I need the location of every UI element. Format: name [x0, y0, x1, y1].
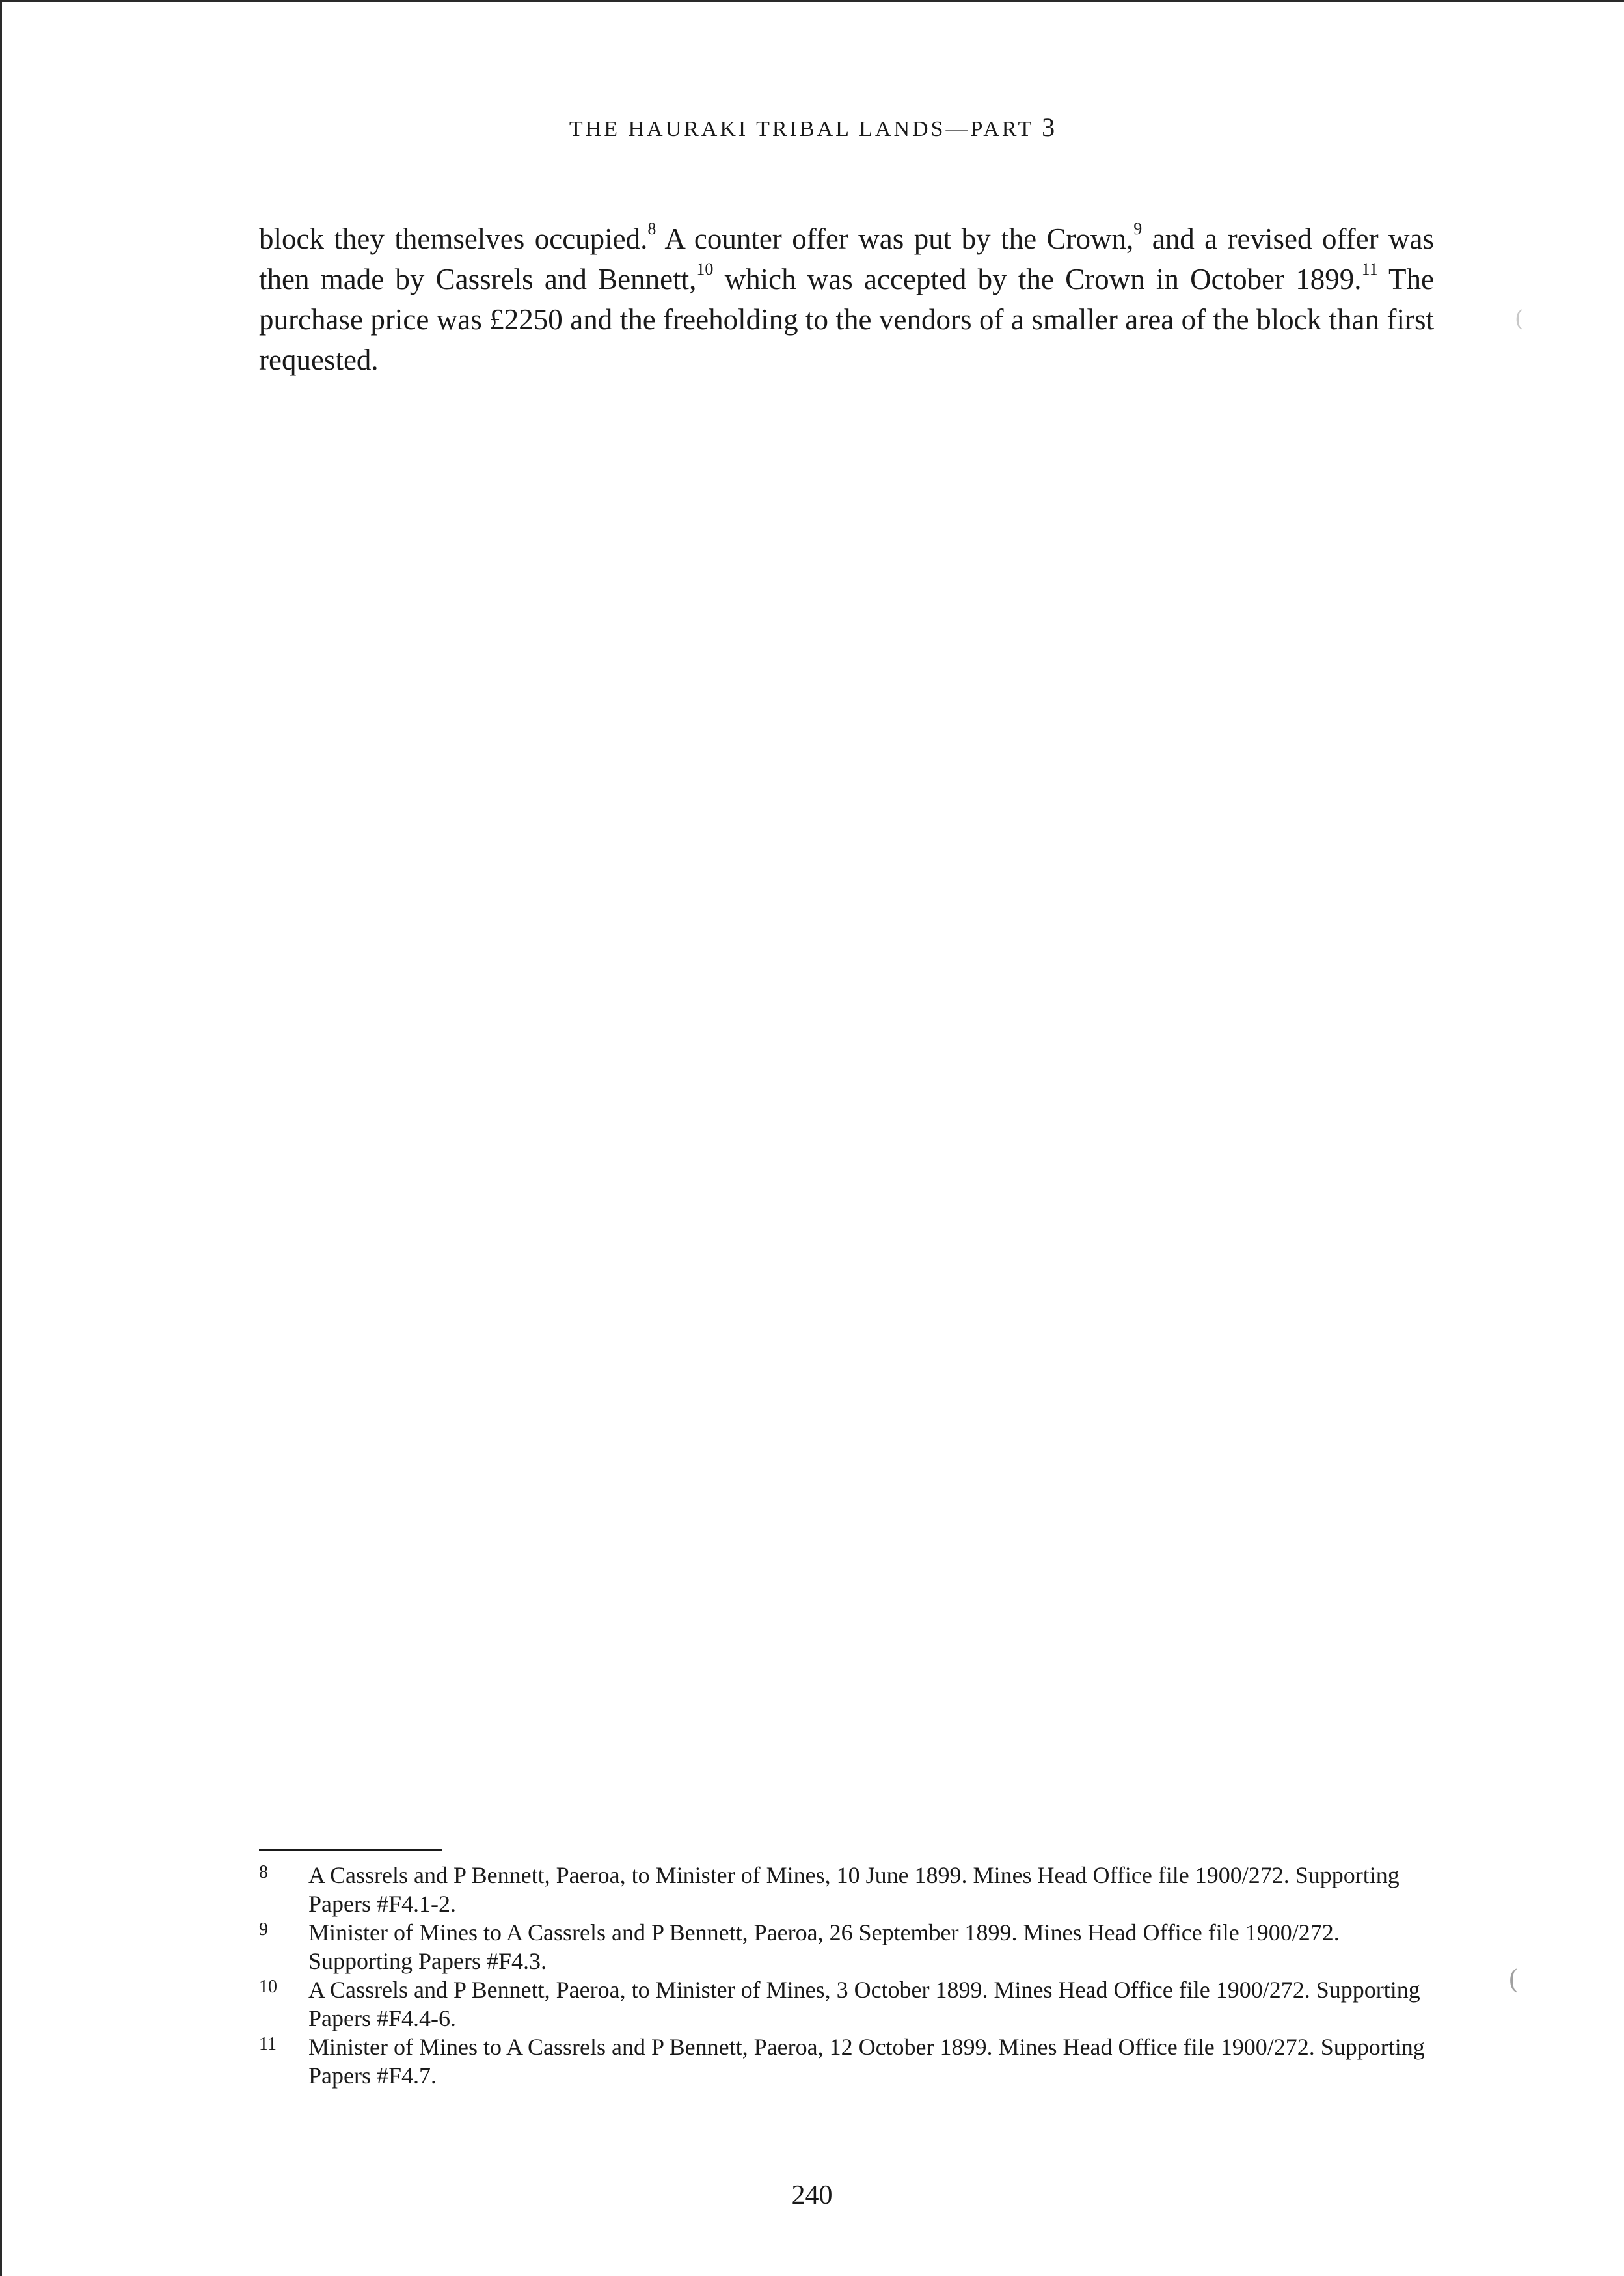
footnote-text: Minister of Mines to A Cassrels and P Bennett, Paeroa, 26 September 1899. Mines Head Office file 1900/272. Supporting Papers #F4.3. — [308, 1919, 1340, 1974]
running-head — [0, 112, 1624, 142]
body-text-segment: and a revised offer was then made by Cassrels and Bennett, — [259, 223, 1434, 295]
footnote-reference: 11 — [1361, 260, 1378, 278]
body-text-segment: which was accepted by the Crown in October 1899. — [713, 263, 1362, 295]
footnotes — [259, 1861, 1434, 2090]
body-text-segment: A counter offer was put by the Crown, — [656, 223, 1134, 255]
margin-scan-mark: ( — [1508, 1965, 1519, 1995]
scan-edge-top — [0, 0, 1624, 2]
footnote-number: 8 — [259, 1862, 268, 1882]
footnote-reference: 10 — [696, 260, 714, 278]
page-number: 240 — [791, 2180, 833, 2210]
footnote-number: 9 — [259, 1919, 268, 1940]
body-text-segment: block they themselves occupied. — [259, 223, 648, 255]
scan-edge-left — [0, 0, 2, 2276]
footnote-number: 11 — [259, 2034, 277, 2054]
body-paragraph — [259, 219, 1434, 380]
margin-scan-mark: ( — [1515, 306, 1524, 332]
running-head-title: THE HAURAKI TRIBAL LANDS—PART — [569, 117, 1034, 141]
footnote — [259, 1975, 1434, 2033]
footnote — [259, 2033, 1434, 2090]
footnote-text: A Cassrels and P Bennett, Paeroa, to Minister of Mines, 10 June 1899. Mines Head Office file 1900/272. Supporting Papers #F4.1-2. — [308, 1862, 1400, 1917]
body-text-segment: The purchase price was £2250 and the freeholding to the vendors of a smaller area of the block than first requested. — [259, 263, 1435, 376]
footnote — [259, 1918, 1434, 1975]
footnote-text: Minister of Mines to A Cassrels and P Bennett, Paeroa, 12 October 1899. Mines Head Office file 1900/272. Supporting Papers #F4.7. — [308, 2034, 1425, 2089]
footnote-rule — [259, 1849, 442, 1851]
footnote-number: 10 — [259, 1977, 277, 1997]
footnote — [259, 1861, 1434, 1918]
footnote-text: A Cassrels and P Bennett, Paeroa, to Minister of Mines, 3 October 1899. Mines Head Office file 1900/272. Supporting Papers #F4.4-6. — [308, 1977, 1420, 2031]
body-text — [259, 219, 1434, 380]
running-head-part-number: 3 — [1042, 113, 1055, 142]
footnote-reference: 8 — [647, 219, 656, 238]
footnote-reference: 9 — [1133, 219, 1143, 238]
